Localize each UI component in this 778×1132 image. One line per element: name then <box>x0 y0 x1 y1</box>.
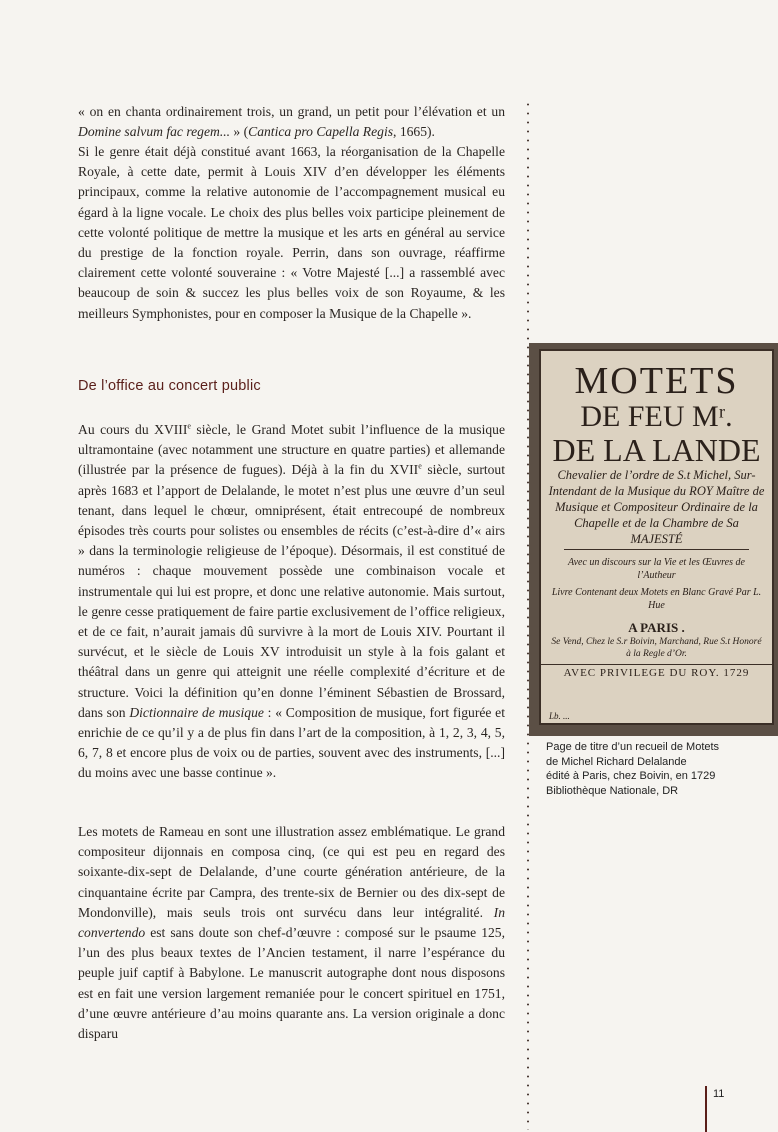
superscript: e <box>187 421 191 431</box>
title-page-image <box>529 343 778 736</box>
caption-line: Bibliothèque Nationale, DR <box>546 784 679 797</box>
title-line-motets: MOTETS <box>574 360 739 402</box>
italic-text: Domine salvum fac regem... <box>78 124 231 140</box>
paragraph-intro-quote <box>78 102 505 142</box>
title-line-de-la-lande: DE LA LANDE <box>552 432 761 468</box>
italic-text: In convertendo <box>78 904 505 941</box>
title-privilege: AVEC PRIVILEGE DU ROY. 1729 <box>541 664 772 679</box>
signature-mark: Lb. ... <box>549 711 570 721</box>
paragraph-text: Si le genre était déjà constitué avant 1663, la réorganisation de la Chapelle Royale, à cette date, permit à Louis XIV d’en développer les éléments principaux, comme la relative autonomie de l’accompagnement musical eu égard à la ligne vocale. Le choix des plus belles voix participe pleinement de cette volonté politique de mettre la musique et les arts en général au service du prestige de la fonction royale. Perrin, dans son ouvrage, réaffirme clairement cette volonté souveraine : « Votre Majesté [...] a rassemblé avec beaucoup de soin & succez les plus belles voix de son Royaume, & les meilleurs Symphonistes, pour en composer la Musique de la Chapelle ». <box>78 144 505 321</box>
paragraph-grand-motet <box>78 420 505 784</box>
title-script-text: Chevalier de l’ordre de S.t Michel, Sur-Intendant de la Musique du ROY Maître de Musique et Compositeur Ordinaire de la Chapelle et de la Chambre de Sa MAJESTÉ <box>548 468 765 546</box>
text-run: Au cours du XVIII <box>78 422 188 437</box>
text-run: est sans doute son chef-d’œuvre : composé sur le psaume 125, l’un des plus beaux textes de l’Ancien testament, il narre l’espérance du peuple juif captif à Babylone. Le manuscrit autographe dont nous disposons est en fait une version largement remaniée pour le concert spirituel en 1751, d’une œuvre antérieure d’au moins quarante ans. La version originale a donc disparu <box>78 925 505 1042</box>
text-run: « on en chanta ordinairement trois, un grand, un petit pour l’élévation et un <box>78 104 505 119</box>
section-heading: De l’office au concert public <box>78 378 261 394</box>
title-livre: Livre Contenant deux Motets en Blanc Gravé Par L. Hue <box>551 587 762 611</box>
title-seller: Se Vend, Chez le S.r Boivin, Marchand, Rue S.t Honoré à la Regle d’Or. <box>551 637 762 659</box>
title-page <box>539 349 774 725</box>
text-run: siècle, le Grand Motet subit l’influence de la musique ultramontaine (avec notamment une structure en quatre parties) et allemande (illustrée par la présence de fugues). Déjà à la fin du XVII <box>78 422 506 478</box>
caption-line: de Michel Richard Delalande <box>546 755 687 768</box>
ornament-rule <box>564 549 749 550</box>
footer-rule <box>705 1086 707 1132</box>
text-run: Les motets de Rameau en sont une illustration assez emblématique. Le grand compositeur dijonnais en composa cinq, (ce qui est peu en regard des soixante-dix-sept de Delalande, d’une courte génération antérieure, de la cinquantaine écrite par Campra, des trente-six de Bernier ou des dix-sept de Mondonville), mais seuls trois ont survécu dans leur intégralité. <box>78 824 505 920</box>
superscript: e <box>418 461 422 471</box>
caption-line: Page de titre d’un recueil de Motets <box>546 741 720 753</box>
figure-caption <box>546 740 761 798</box>
title-paris: A PARIS . <box>628 620 685 635</box>
text-run: : « Composition de musique, fort figurée et enrichie de ce qu’il y a de plus fin dans l’art de la composition, à 1, 2, 3, 4, 5, 6, 7, 8 et encore plus de voix ou de parties, souvent avec des instruments, [...] du moins avec une basse continue ». <box>78 704 505 781</box>
text-run: , 1665). <box>393 124 435 140</box>
text-run: siècle, surtout après 1683 et l’apport de Delalande, le motet n’est plus une œuvre d’un seul tenant, dans lequel le chœur, omniprésent, était entrecoupé de nombreux épisodes très courts pour solistes ou ensembles de récits (c’est-à-dire d’« airs » dans la terminologie religieuse de l’époque). Désormais, il est constitué de numéros : chaque mouvement possède une combinaison vocale et instrumentale qui lui est propre, et donc une relative autonomie. Mais surtout, le genre cesse pratiquement de faire partie exclusivement de l’office religieux, et de ce fait, n’aurait jamais dû survivre à la mort de Louis XIV. Pourtant il survécut, et le siècle de Louis XV introduisit un style à la fois galant et théâtral dans un genre qui atteignit une réelle complexité d’écriture et de structure. Voici la définition qu’en donne l’éminent Sébastien de Brossard, dans son <box>78 462 505 720</box>
italic-text: Dictionnaire de musique <box>129 704 264 720</box>
title-discours: Avec un discours sur la Vie et les Œuvres de l’Autheur <box>568 557 745 581</box>
title-line-de-feu: DE FEU Mʳ. <box>580 400 733 433</box>
italic-text: Cantica pro Capella Regis <box>248 124 394 140</box>
text-run: » ( <box>230 124 249 140</box>
paragraph-chapelle-royale <box>78 142 505 324</box>
caption-line: édité à Paris, chez Boivin, en 1729 <box>546 770 716 782</box>
page-number: 11 <box>713 1088 725 1100</box>
paragraph-rameau <box>78 822 505 1044</box>
